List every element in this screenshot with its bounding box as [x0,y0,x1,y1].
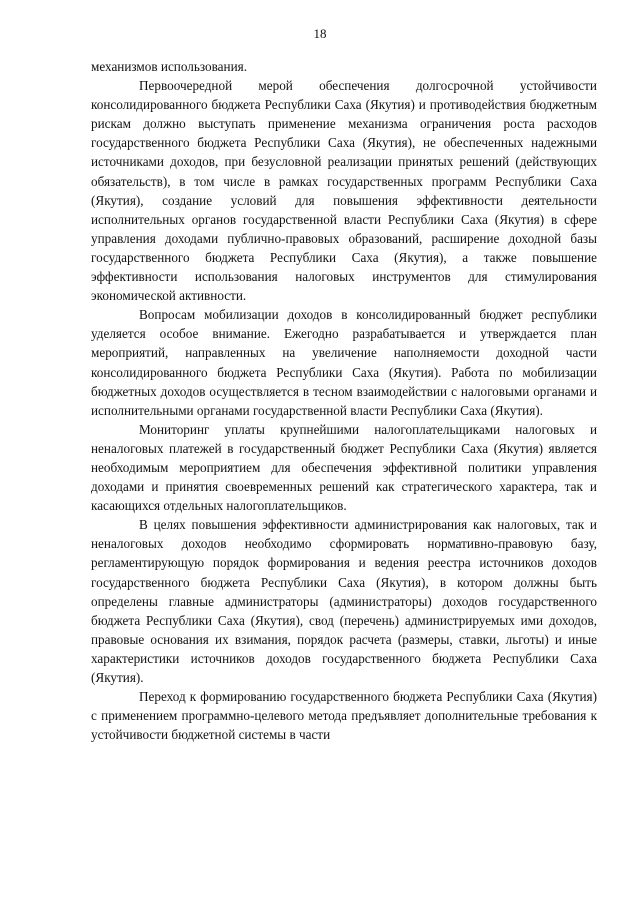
page-number: 18 [313,26,327,41]
paragraph: Первоочередной мерой обеспечения долгосрочной устойчивости консолидированного бюджета Республики Саха (Якутия) и противодействия бюджетным рискам должно выступать применение механизма ограничения роста расходов государственного бюджета Республики Саха (Якутия), не обеспеченных надежными источниками доходов, при безусловной реализации принятых решений (действующих обязательств), в том числе в рамках государственных программ Республики Саха (Якутия), создание условий для повышения эффективности деятельности исполнительных органов государственной власти Республики Саха (Якутия) в сфере управления доходами публично-правовых образований, расширение доходной базы государственного бюджета Республики Саха (Якутия), а также повышение эффективности использования налоговых инструментов для стимулирования экономической активности. [91,78,597,304]
paragraph: Переход к формированию государственного бюджета Республики Саха (Якутия) с применением программно-целевого метода предъявляет дополнительные требования к устойчивости бюджетной системы в части [91,689,597,743]
paragraph: Мониторинг уплаты крупнейшими налогоплательщиками налоговых и неналоговых платежей в государственный бюджет Республики Саха (Якутия) является необходимым мероприятием для обеспечения эффективной политики управления доходами и принятия своевременных решений как стратегического характера, так и касающихся отдельных налогоплательщиков. [91,421,597,514]
document-body [91,57,597,744]
paragraph: В целях повышения эффективности администрирования как налоговых, так и неналоговых доходов необходимо сформировать нормативно-правовую базу, регламентирующую порядок формирования и ведения реестра источников доходов государственного бюджета Республики Саха (Якутия), в котором должны быть определены главные администраторы (администраторы) доходов государственного бюджета Республики Саха (Якутия), свод (перечень) администрируемых ими доходов, правовые основания их взимания, порядок расчета (размеры, ставки, льготы) и иные характеристики источников доходов государственного бюджета Республики Саха (Якутия). [91,517,597,685]
paragraph: Вопросам мобилизации доходов в консолидированный бюджет республики уделяется особое внимание. Ежегодно разрабатывается и утверждается план мероприятий, направленных на увеличение наполняемости доходной части консолидированного бюджета Республики Саха (Якутия). Работа по мобилизации бюджетных доходов осуществляется в тесном взаимодействии с налоговыми органами и исполнительными органами государственной власти Республики Саха (Якутия). [91,307,597,418]
paragraph-continuation: механизмов использования. [91,59,247,74]
